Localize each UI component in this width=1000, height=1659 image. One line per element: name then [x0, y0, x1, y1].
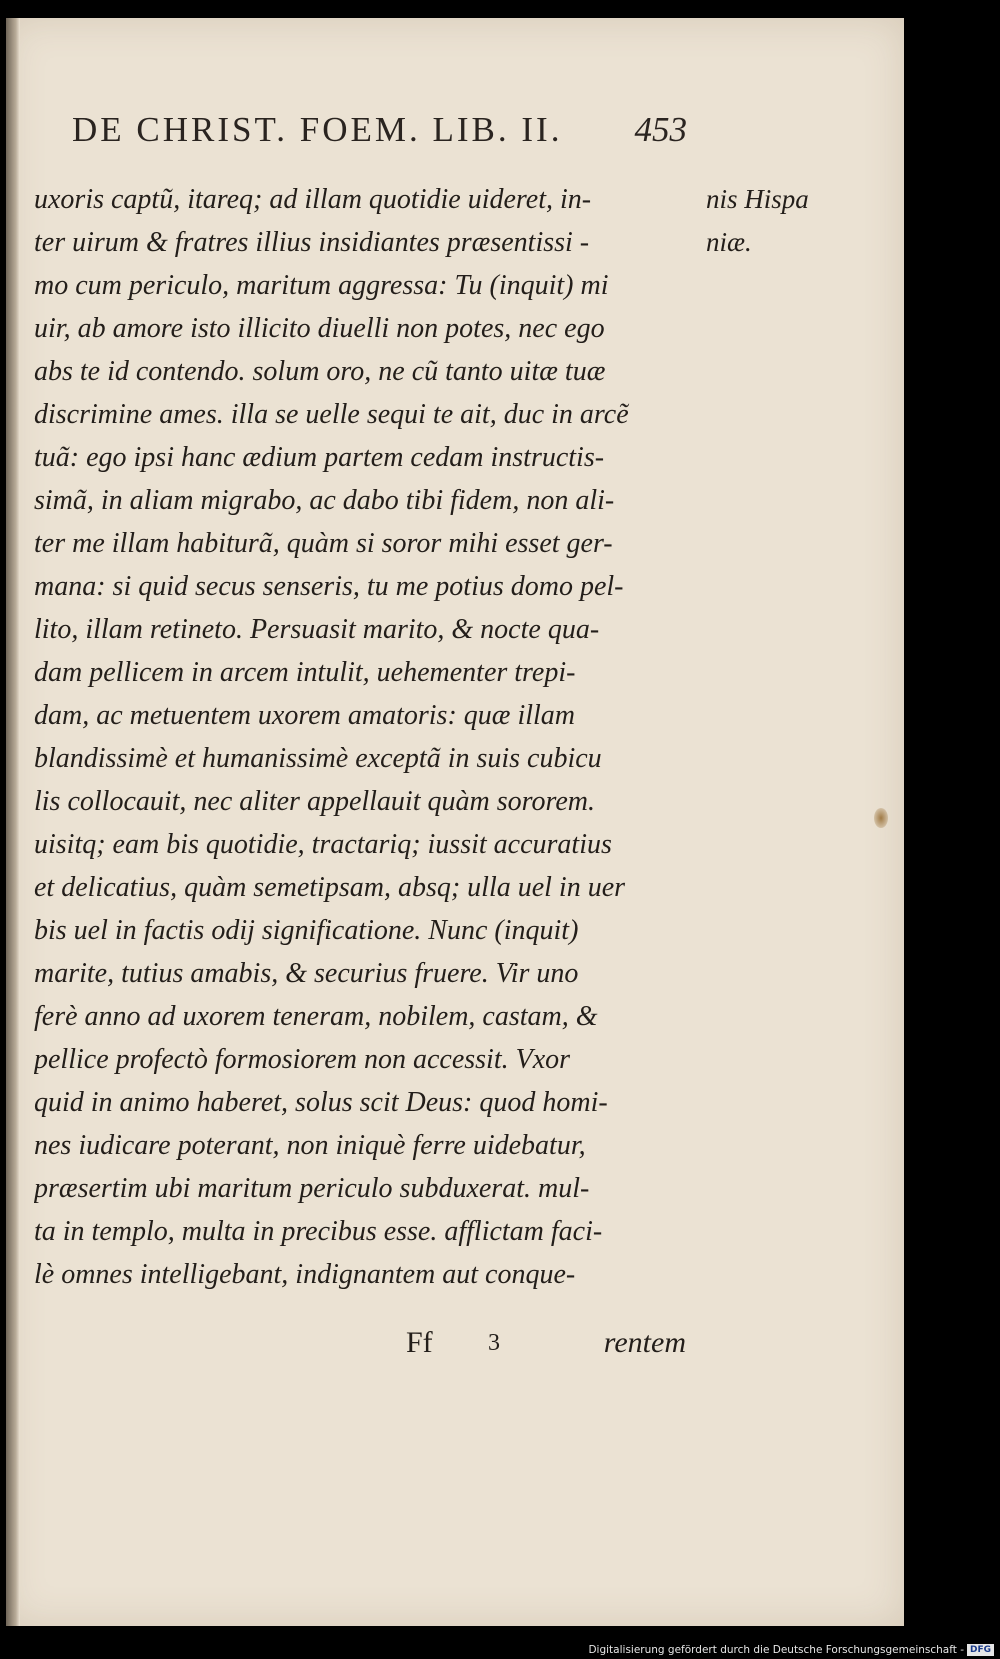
catchword: rentem [603, 1326, 686, 1359]
margin-note-line: nis Hispa [706, 184, 809, 214]
text-line: blandissimè et humanissimè exceptã in suis cubicu [34, 743, 602, 774]
margin-note-line: niæ. [706, 227, 752, 257]
text-line: ta in templo, multa in precibus esse. afflictam faci- [34, 1216, 603, 1247]
text-line: uisitq; eam bis quotidie, tractariq; iussit accuratius [34, 829, 612, 860]
text-line: quid in animo haberet, solus scit Deus: quod homi- [34, 1087, 608, 1118]
text-line: bis uel in factis odij significatione. Nunc (inquit) [34, 915, 579, 946]
text-line: mana: si quid secus senseris, tu me potius domo pel- [34, 571, 624, 602]
text-line: præsertim ubi maritum periculo subduxerat. mul- [34, 1173, 590, 1204]
folio-number: 453 [634, 110, 687, 149]
text-line: nes iudicare poterant, non iniquè ferre uidebatur, [34, 1130, 586, 1161]
text-line: et delicatius, quàm semetipsam, absq; ulla uel in uer [34, 872, 626, 903]
text-line: uir, ab amore isto illicito diuelli non potes, nec ego [34, 313, 605, 344]
dfg-logo: DFG [967, 1644, 994, 1656]
footer-credit-text: Digitalisierung gefördert durch die Deutsche Forschungsgemeinschaft - [588, 1644, 964, 1656]
body-text [34, 178, 694, 1296]
text-line: ferè anno ad uxorem teneram, nobilem, castam, & [34, 1001, 598, 1032]
text-line: lito, illam retineto. Persuasit marito, & nocte qua- [34, 614, 600, 645]
text-line: lè omnes intelligebant, indignantem aut conque- [34, 1259, 576, 1290]
signature-mark: Ff [406, 1326, 433, 1359]
margin-note [706, 178, 809, 264]
text-line: discrimine ames. illa se uelle sequi te ait, duc in arcẽ [34, 399, 629, 430]
book-page [6, 18, 904, 1626]
text-line: dam, ac metuentem uxorem amatoris: quæ illam [34, 700, 575, 731]
signature-number: 3 [488, 1330, 500, 1356]
text-line: abs te id contendo. solum oro, ne cũ tanto uitæ tuæ [34, 356, 606, 387]
running-head: DE CHRIST. FOEM. LIB. II. [72, 110, 563, 149]
text-line: tuã: ego ipsi hanc ædium partem cedam instructis- [34, 442, 605, 473]
page-binding-edge [6, 18, 20, 1626]
text-line: mo cum periculo, maritum aggressa: Tu (inquit) mi [34, 270, 609, 301]
text-line: pellice profectò formosiorem non accessit. Vxor [34, 1044, 571, 1075]
page-header [72, 110, 687, 150]
text-line: ter me illam habiturã, quàm si soror mihi esset ger- [34, 528, 613, 559]
text-line: dam pellicem in arcem intulit, uehementer trepi- [34, 657, 576, 688]
text-line: ter uirum & fratres illius insidiantes præsentissi - [34, 227, 590, 258]
text-line: marite, tutius amabis, & securius fruere. Vir uno [34, 958, 579, 989]
text-line: simã, in aliam migrabo, ac dabo tibi fidem, non ali- [34, 485, 615, 516]
paper-stain [874, 808, 888, 828]
text-line: lis collocauit, nec aliter appellauit quàm sororem. [34, 786, 595, 817]
text-line: uxoris captũ, itareq; ad illam quotidie uideret, in- [34, 184, 592, 215]
footer-credit [588, 1644, 994, 1656]
